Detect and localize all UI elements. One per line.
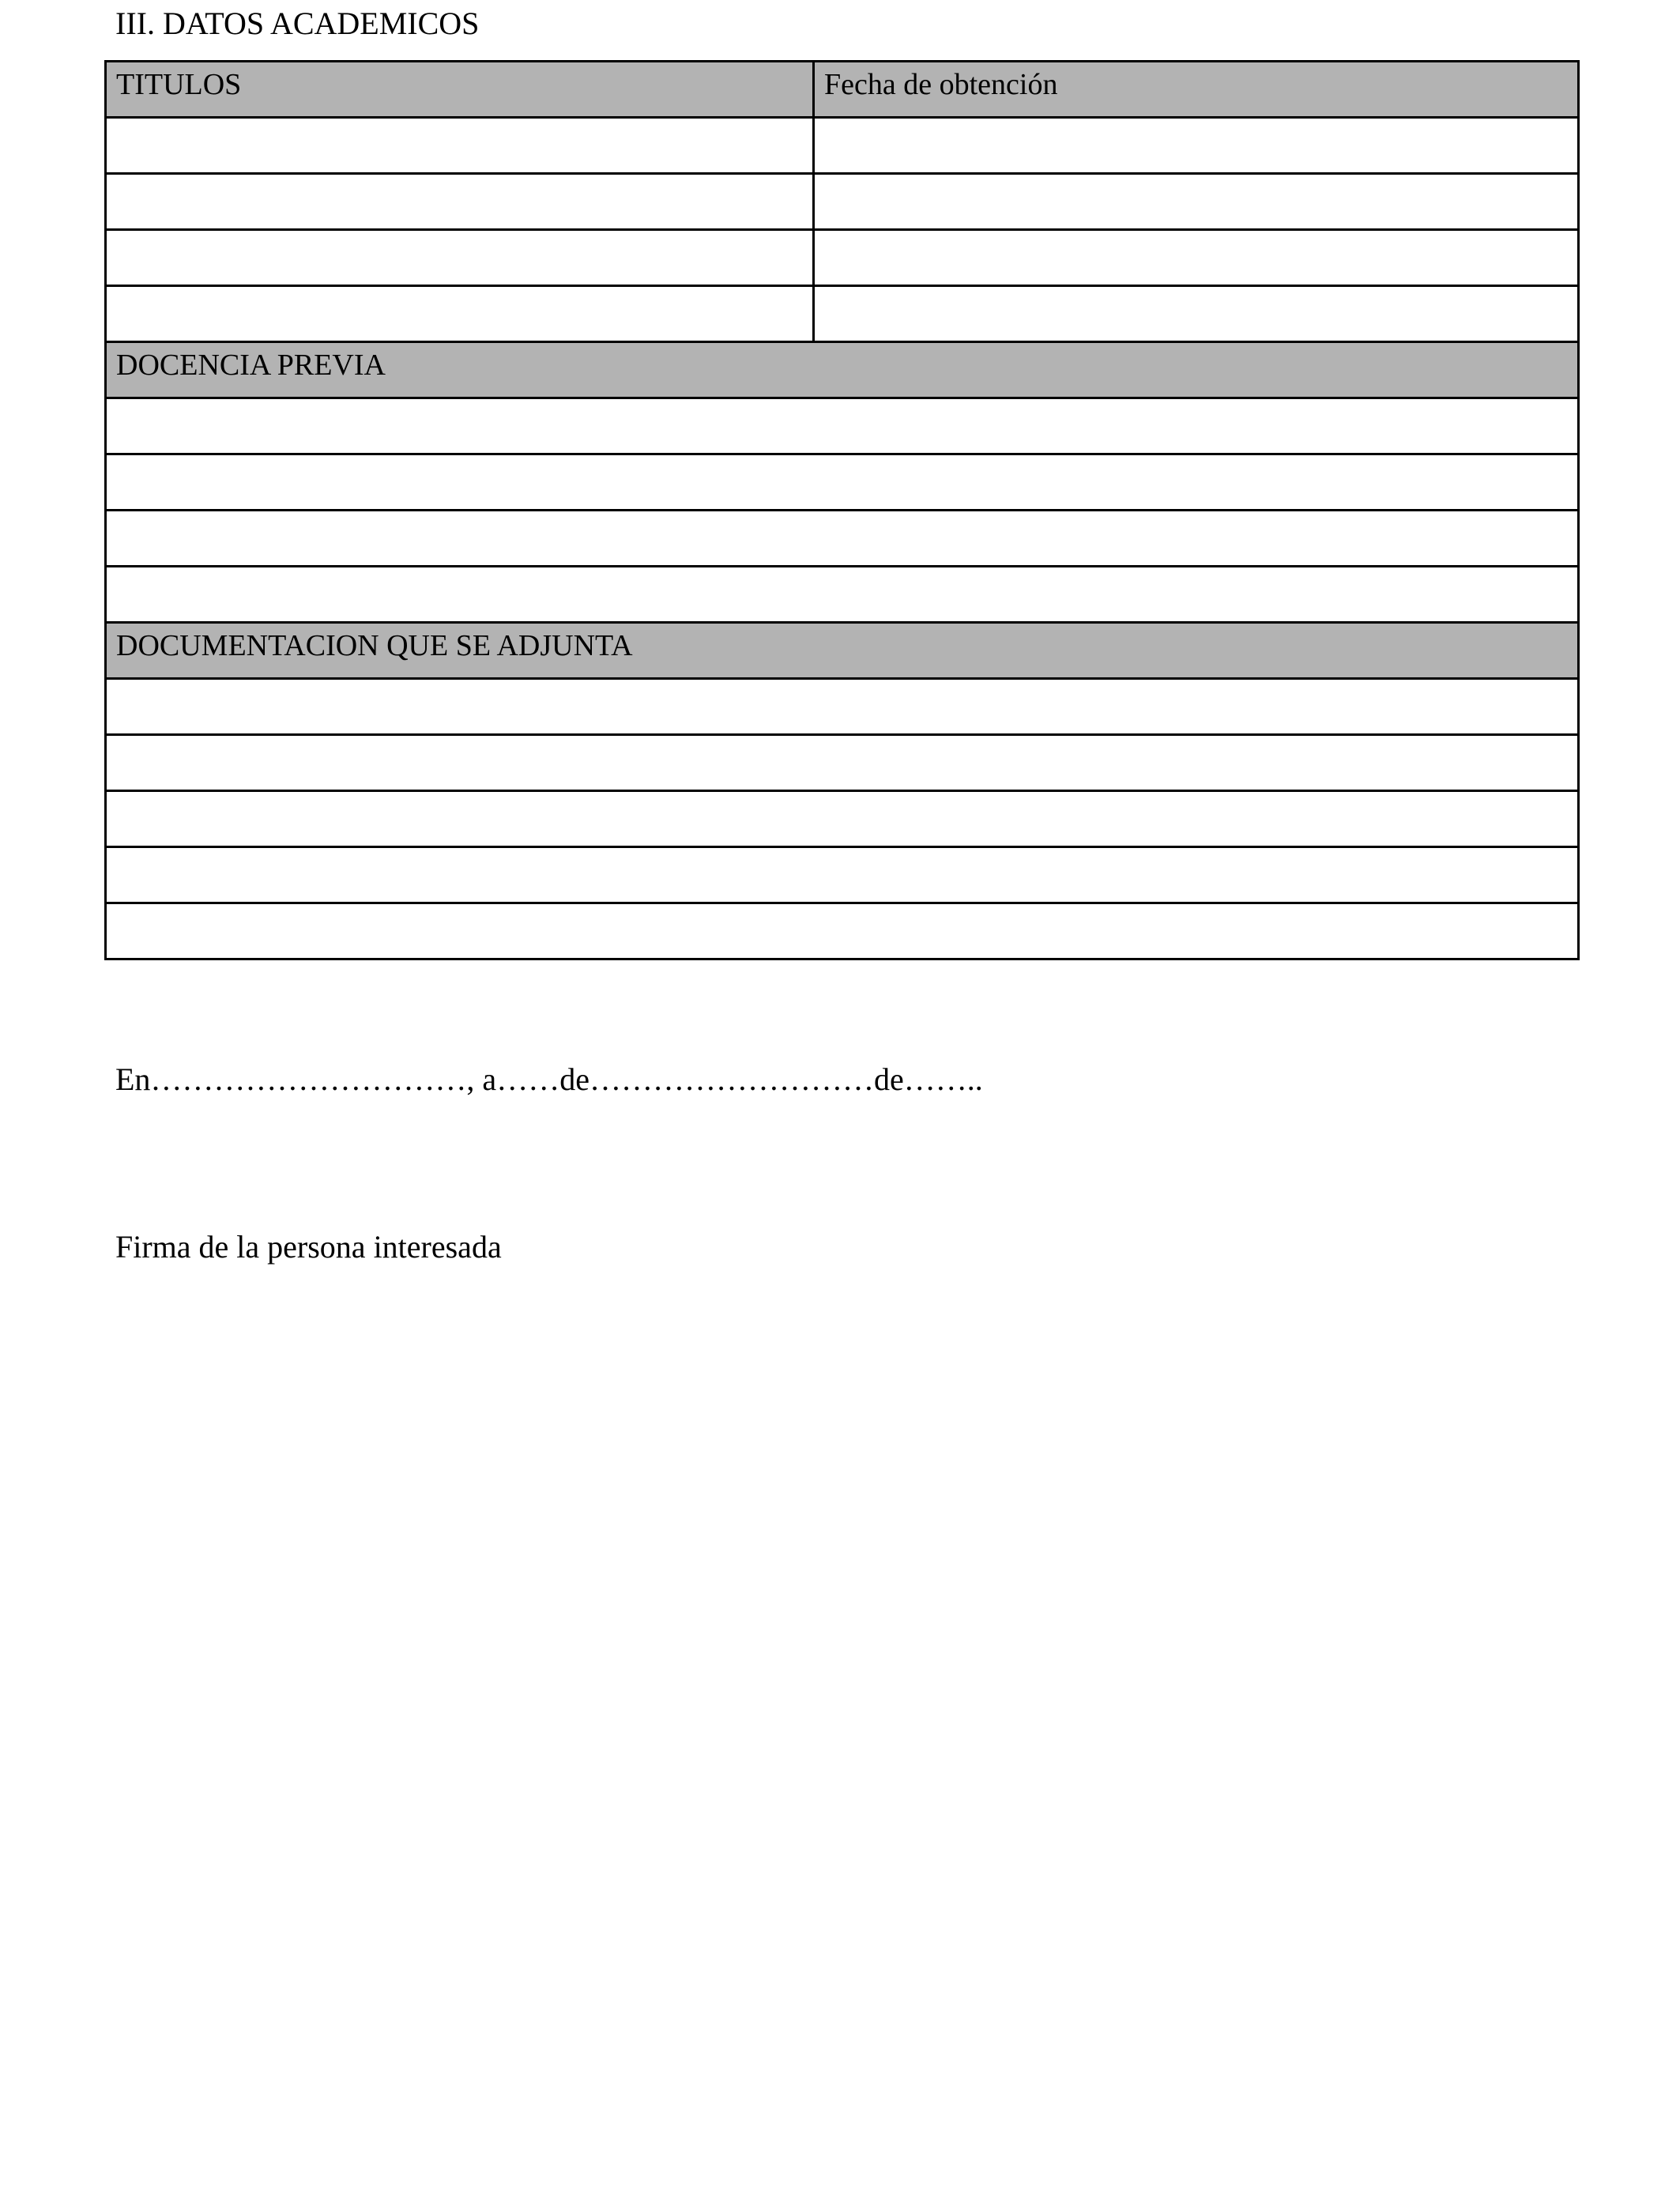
documentacion-cell[interactable] [106,847,1579,903]
docencia-header-row [106,342,1579,398]
docencia-row [106,567,1579,623]
docencia-row [106,398,1579,454]
section-title: III. DATOS ACADEMICOS [115,6,480,41]
documentacion-row [106,903,1579,959]
titulo-cell[interactable] [106,118,814,174]
academic-data-table [104,60,1580,960]
fecha-header: Fecha de obtención [814,62,1579,118]
docencia-cell[interactable] [106,567,1579,623]
docencia-cell[interactable] [106,511,1579,567]
documentacion-row [106,791,1579,847]
place-date-line: En…………………………, a……de………………………de…….. [115,1061,983,1097]
fecha-cell[interactable] [814,286,1579,342]
docencia-row [106,511,1579,567]
titulos-row [106,118,1579,174]
documentacion-cell[interactable] [106,679,1579,735]
titulo-cell[interactable] [106,230,814,286]
documentacion-cell[interactable] [106,903,1579,959]
documentacion-header: DOCUMENTACION QUE SE ADJUNTA [106,623,1579,679]
titulos-row [106,174,1579,230]
documentacion-cell[interactable] [106,735,1579,791]
titulos-header-row [106,62,1579,118]
documentacion-cell[interactable] [106,791,1579,847]
documentacion-header-row [106,623,1579,679]
documentacion-row [106,679,1579,735]
titulo-cell[interactable] [106,286,814,342]
titulo-cell[interactable] [106,174,814,230]
fecha-cell[interactable] [814,174,1579,230]
titulos-row [106,230,1579,286]
fecha-cell[interactable] [814,118,1579,174]
titulos-row [106,286,1579,342]
docencia-row [106,454,1579,511]
signature-label: Firma de la persona interesada [115,1229,502,1265]
docencia-header: DOCENCIA PREVIA [106,342,1579,398]
titulos-header: TITULOS [106,62,814,118]
docencia-cell[interactable] [106,454,1579,511]
documentacion-row [106,847,1579,903]
documentacion-row [106,735,1579,791]
docencia-cell[interactable] [106,398,1579,454]
fecha-cell[interactable] [814,230,1579,286]
